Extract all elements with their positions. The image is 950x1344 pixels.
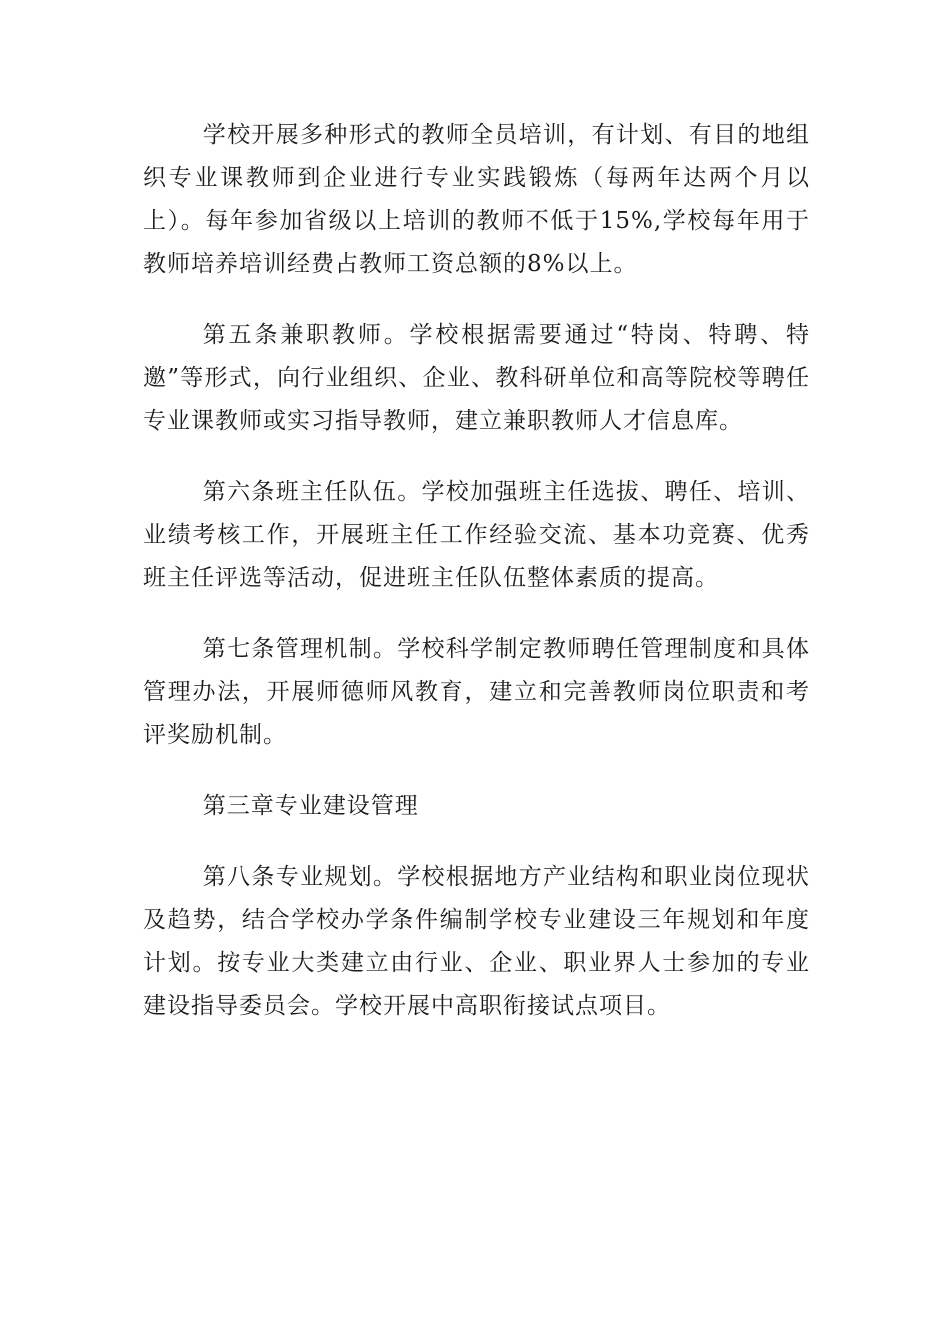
paragraph-article-7-management: 第七条管理机制。学校科学制定教师聘任管理制度和具体管理办法，开展师德师风教育，建立和完善教师岗位职责和考评奖励机制。 [143,636,810,748]
paragraph-article-8-planning: 第八条专业规划。学校根据地方产业结构和职业岗位现状及趋势，结合学校办学条件编制学校专业建设三年规划和年度计划。按专业大类建立由行业、企业、职业界人士参加的专业建设指导委员会。学校开展中高职衔接试点项目。 [143,864,810,1019]
paragraph-article-6-head-teachers: 第六条班主任队伍。学校加强班主任选拔、聘任、培训、业绩考核工作，开展班主任工作经验交流、基本功竞赛、优秀班主任评选等活动，促进班主任队伍整体素质的提高。 [143,479,810,591]
paragraph-teacher-training: 学校开展多种形式的教师全员培训，有计划、有目的地组织专业课教师到企业进行专业实践锻炼（每两年达两个月以上）。每年参加省级以上培训的教师不低于15%,学校每年用于教师培养培训经费占教师工资总额的8%以上。 [143,122,810,277]
document-body [143,114,810,1056]
chapter-3-heading: 第三章专业建设管理 [202,793,419,819]
paragraph-article-5-part-time-teachers: 第五条兼职教师。学校根据需要通过“特岗、特聘、特邀”等形式，向行业组织、企业、教科研单位和高等院校等聘任专业课教师或实习指导教师，建立兼职教师人才信息库。 [143,322,810,434]
